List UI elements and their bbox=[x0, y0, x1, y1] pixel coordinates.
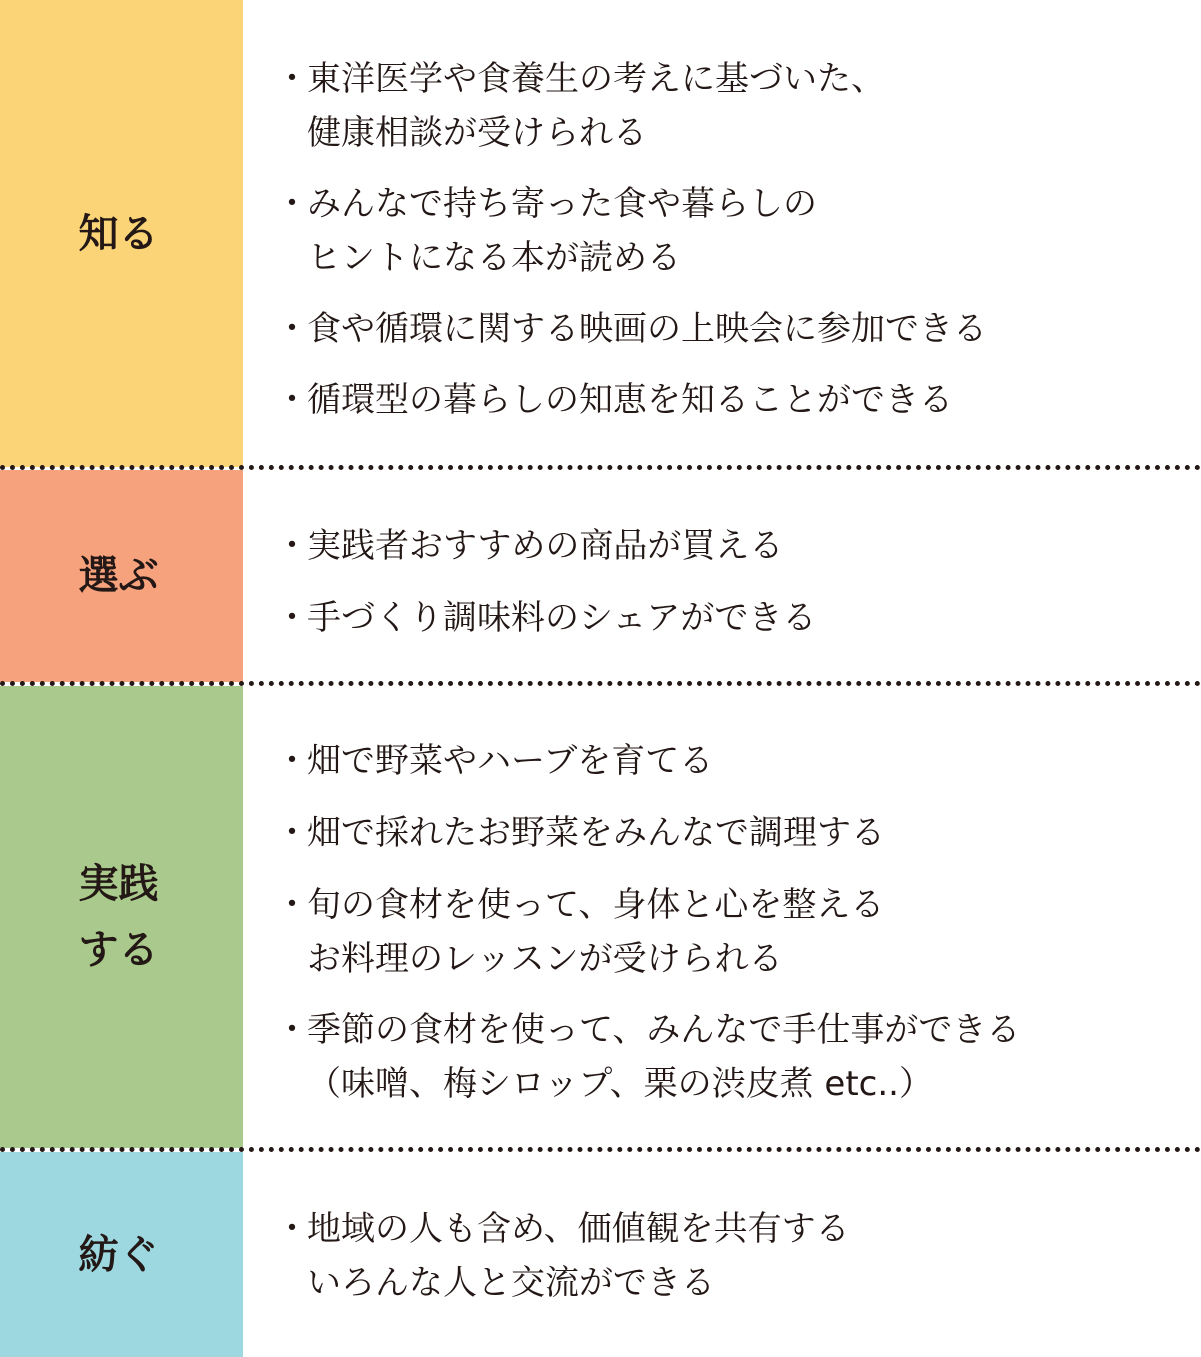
item-text bbox=[307, 302, 987, 356]
item-line: 畑で野菜やハーブを育てる bbox=[307, 741, 714, 781]
section-label-line: 知る bbox=[78, 210, 159, 257]
section-label bbox=[79, 201, 165, 267]
section-label-line: 実践 bbox=[78, 861, 159, 907]
list-item bbox=[275, 52, 885, 160]
section-label-line: 選ぶ bbox=[78, 553, 159, 599]
section-jissen bbox=[0, 686, 1201, 1148]
item-line: 食や循環に関する映画の上映会に参加できる bbox=[307, 309, 987, 349]
item-text bbox=[307, 591, 816, 645]
item-line: 手づくり調味料のシェアができる bbox=[307, 598, 817, 638]
item-text bbox=[307, 806, 885, 860]
section-label-line: 紡ぐ bbox=[78, 1231, 159, 1278]
list-item bbox=[275, 806, 885, 860]
item-line: ヒントになる本が読める bbox=[307, 238, 681, 278]
item-text bbox=[307, 1202, 850, 1310]
item-text bbox=[307, 373, 953, 427]
list-item bbox=[275, 373, 953, 427]
bullet-icon: ・ bbox=[275, 184, 309, 224]
bullet-icon: ・ bbox=[275, 813, 309, 853]
list-item bbox=[275, 1003, 1020, 1111]
item-line: 実践者おすすめの商品が買える bbox=[307, 526, 784, 566]
item-line: （味噌、梅シロップ、栗の渋皮煮 etc..） bbox=[307, 1064, 933, 1104]
item-line: 季節の食材を使って、みんなで手仕事ができる bbox=[307, 1010, 1021, 1050]
list-item bbox=[275, 302, 987, 356]
item-line: 循環型の暮らしの知恵を知ることができる bbox=[307, 380, 953, 420]
section-items bbox=[243, 0, 1201, 467]
section-items bbox=[243, 1152, 1201, 1357]
item-text bbox=[307, 519, 783, 573]
list-item bbox=[275, 519, 783, 573]
item-text bbox=[307, 177, 817, 285]
item-line: 健康相談が受けられる bbox=[307, 113, 647, 153]
item-line: 畑で採れたお野菜をみんなで調理する bbox=[307, 813, 885, 853]
list-item bbox=[275, 878, 884, 986]
item-line: 東洋医学や食養生の考えに基づいた、 bbox=[307, 59, 885, 99]
bullet-icon: ・ bbox=[275, 598, 309, 638]
section-label bbox=[79, 1222, 165, 1288]
section-items bbox=[243, 470, 1201, 682]
item-line: みんなで持ち寄った食や暮らしの bbox=[307, 184, 817, 224]
section-shiru bbox=[0, 0, 1201, 467]
section-label-cell bbox=[0, 470, 243, 682]
item-text bbox=[307, 1003, 1020, 1111]
section-tsumugu bbox=[0, 1152, 1201, 1357]
section-items bbox=[243, 686, 1201, 1148]
item-text bbox=[307, 52, 885, 160]
section-label-line: する bbox=[78, 927, 159, 973]
bullet-icon: ・ bbox=[275, 59, 309, 99]
item-line: いろんな人と交流ができる bbox=[307, 1263, 715, 1303]
section-label-cell bbox=[0, 0, 243, 467]
section-label bbox=[79, 543, 165, 609]
item-line: 地域の人も含め、価値観を共有する bbox=[307, 1209, 850, 1249]
section-label-cell bbox=[0, 686, 243, 1148]
bullet-icon: ・ bbox=[275, 1209, 309, 1249]
item-line: お料理のレッスンが受けられる bbox=[307, 939, 783, 979]
bullet-icon: ・ bbox=[275, 741, 309, 781]
list-item bbox=[275, 591, 816, 645]
section-erabu bbox=[0, 470, 1201, 682]
bullet-icon: ・ bbox=[275, 885, 309, 925]
section-label-cell bbox=[0, 1152, 243, 1357]
bullet-icon: ・ bbox=[275, 1010, 309, 1050]
list-item bbox=[275, 177, 817, 285]
list-item bbox=[275, 734, 713, 788]
bullet-icon: ・ bbox=[275, 309, 309, 349]
bullet-icon: ・ bbox=[275, 526, 309, 566]
section-label bbox=[79, 851, 165, 983]
item-line: 旬の食材を使って、身体と心を整える bbox=[307, 885, 885, 925]
bullet-icon: ・ bbox=[275, 380, 309, 420]
item-text bbox=[307, 734, 713, 788]
item-text bbox=[307, 878, 884, 986]
list-item bbox=[275, 1202, 850, 1310]
